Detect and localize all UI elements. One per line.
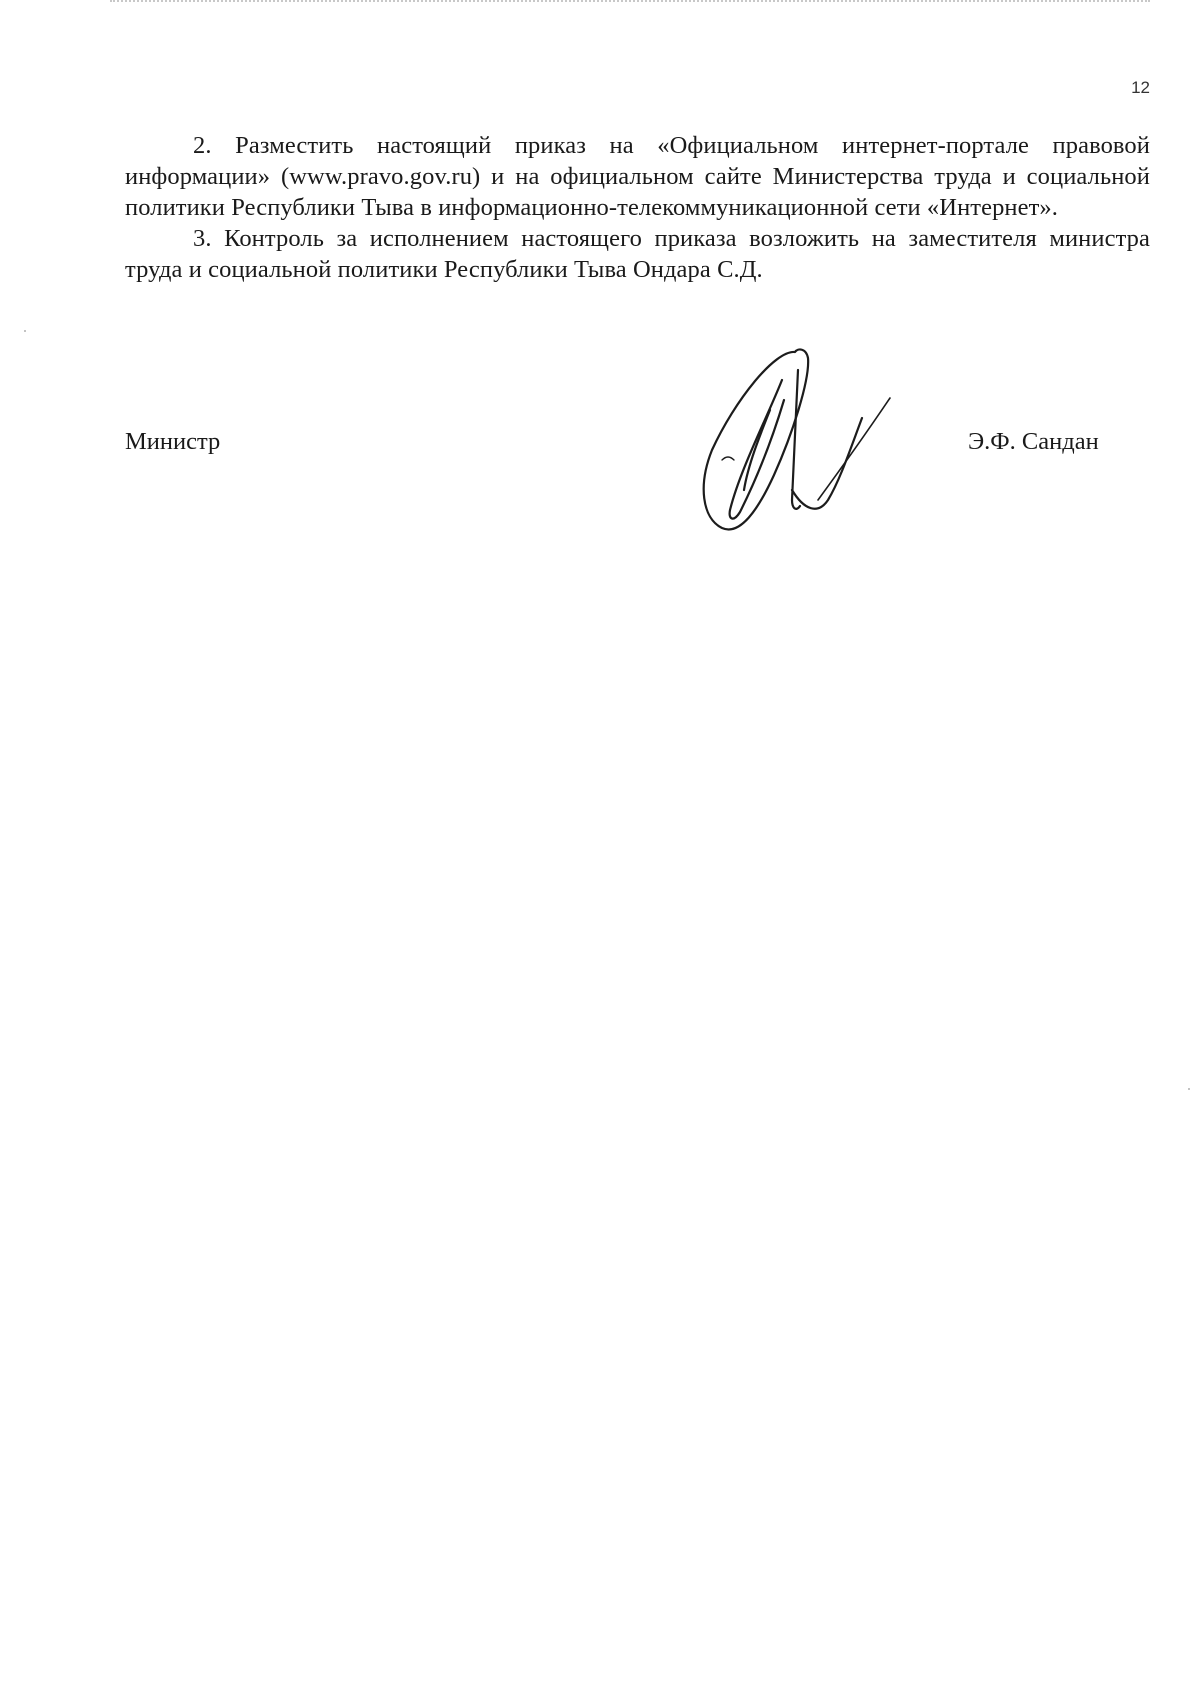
scan-edge-artifact — [110, 0, 1150, 5]
scan-speck — [1188, 1088, 1190, 1090]
signatory-title: Министр — [125, 428, 221, 455]
document-body — [125, 130, 1150, 285]
signature-block — [125, 428, 1125, 468]
paragraph-2: 2. Разместить настоящий приказ на «Официальном интернет-портале правовой информации» (www.pravo.gov.ru) и на официальном сайте Министерства труда и социальной политики Республики Тыва в информационно-телекоммуникационной сети «Интернет». — [125, 132, 1150, 221]
scan-speck — [24, 330, 26, 332]
paragraph-3: 3. Контроль за исполнением настоящего приказа возложить на заместителя министра труда и социальной политики Республики Тыва Ондара С.Д. — [125, 225, 1150, 283]
page-number: 12 — [1131, 78, 1150, 97]
handwritten-signature — [700, 340, 920, 540]
signatory-name: Э.Ф. Сандан — [968, 428, 1099, 455]
